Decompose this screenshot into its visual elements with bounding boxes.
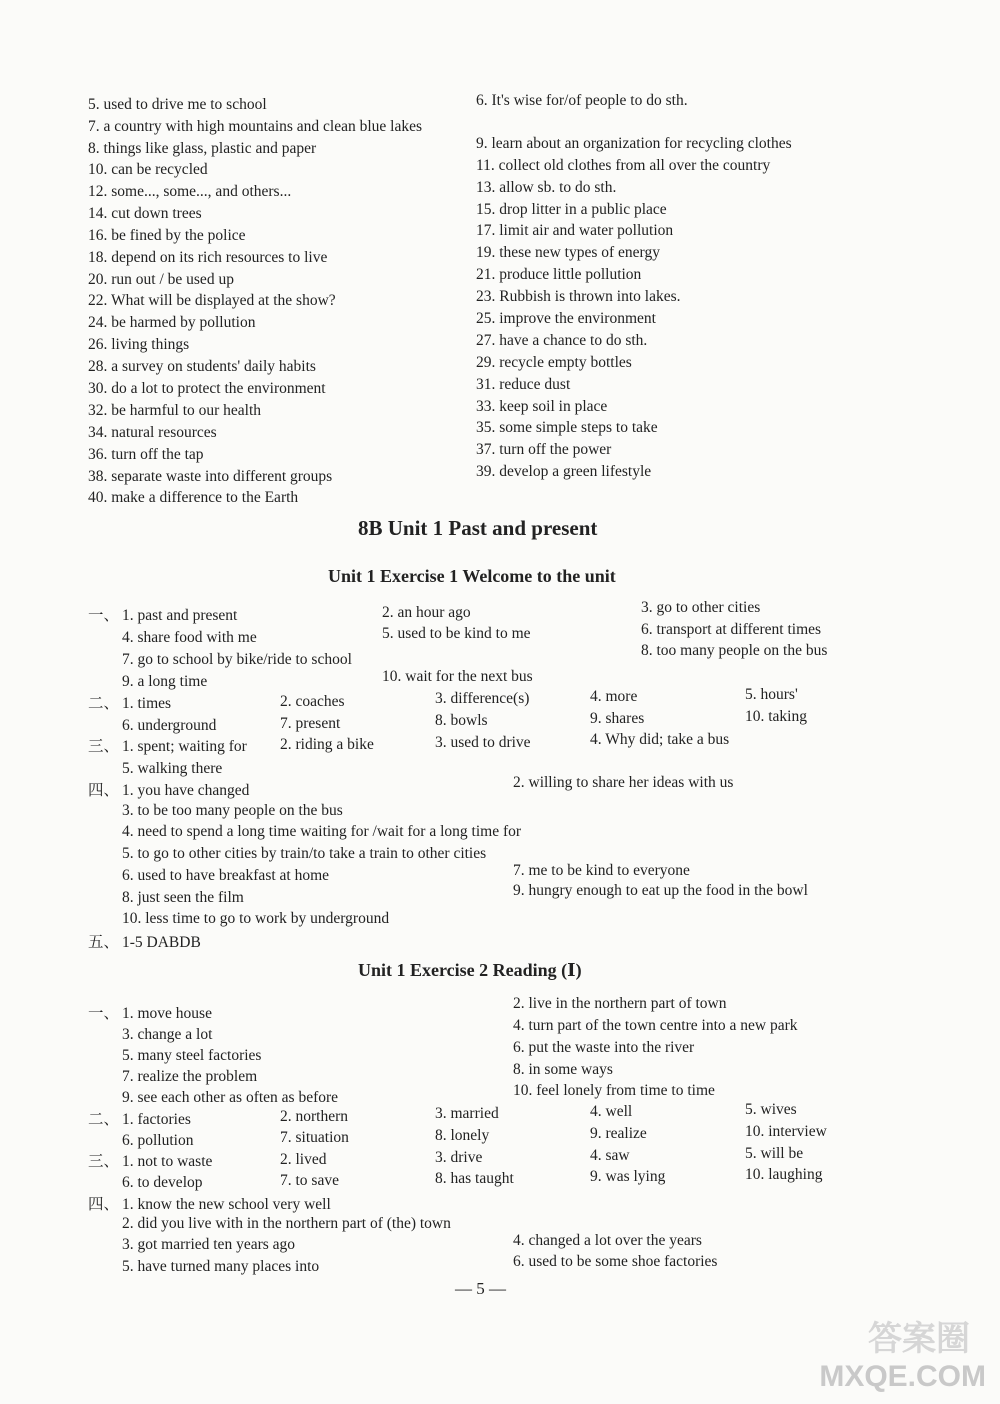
list-item: 10. can be recycled: [88, 161, 208, 178]
answer: 3. drive: [435, 1149, 483, 1166]
watermark-logo: 答案圈: [868, 1319, 970, 1359]
answer: 5. walking there: [122, 760, 223, 777]
answer: 3. married: [435, 1105, 499, 1122]
answer: 1. know the new school very well: [122, 1196, 331, 1213]
answer: 1. factories: [122, 1111, 191, 1128]
list-item: 18. depend on its rich resources to live: [88, 249, 328, 266]
answer: 4. need to spend a long time waiting for /wait for a long time for: [122, 823, 522, 840]
answer: 6. used to be some shoe factories: [513, 1253, 718, 1270]
answer: 1. times: [122, 695, 172, 712]
list-item: 19. these new types of energy: [476, 244, 660, 261]
list-item: 25. improve the environment: [476, 310, 656, 327]
unit-title: 8B Unit 1 Past and present: [358, 516, 598, 540]
answer: 2. lived: [280, 1151, 327, 1168]
exercise-2-title: Unit 1 Exercise 2 Reading (Ⅰ): [358, 960, 582, 980]
answer: 6. transport at different times: [641, 621, 822, 638]
answer: 4. saw: [590, 1147, 630, 1164]
answer: 8. in some ways: [513, 1061, 613, 1078]
answer: 8. too many people on the bus: [641, 642, 828, 659]
answer: 3. to be too many people on the bus: [122, 802, 343, 819]
list-item: 12. some..., some..., and others...: [88, 183, 292, 200]
answer: 9. was lying: [590, 1168, 666, 1185]
answer: 1. move house: [122, 1005, 212, 1022]
list-item: 21. produce little pollution: [476, 266, 642, 283]
answer: 3. change a lot: [122, 1026, 213, 1043]
list-item: 30. do a lot to protect the environment: [88, 380, 326, 397]
list-item: 27. have a chance to do sth.: [476, 332, 648, 349]
list-item: 29. recycle empty bottles: [476, 354, 632, 371]
answer: 9. hungry enough to eat up the food in the bowl: [513, 882, 808, 899]
answer: 4. well: [590, 1103, 633, 1120]
answer: 1-5 DABDB: [122, 934, 201, 951]
list-item: 24. be harmed by pollution: [88, 314, 256, 331]
list-item: 37. turn off the power: [476, 441, 612, 458]
section-label: 二、: [88, 1111, 120, 1128]
answer: 5. used to be kind to me: [382, 625, 531, 642]
answer: 7. realize the problem: [122, 1068, 258, 1085]
list-item: 7. a country with high mountains and clean blue lakes: [88, 118, 423, 135]
list-item: 32. be harmful to our health: [88, 402, 262, 419]
list-item: 17. limit air and water pollution: [476, 222, 674, 239]
answer: 8. just seen the film: [122, 889, 244, 906]
list-item: 23. Rubbish is thrown into lakes.: [476, 288, 681, 305]
list-item: 28. a survey on students' daily habits: [88, 358, 316, 375]
answer: 3. got married ten years ago: [122, 1236, 296, 1253]
answer: 5. have turned many places into: [122, 1258, 320, 1275]
list-item: 15. drop litter in a public place: [476, 201, 667, 218]
answer: 10. feel lonely from time to time: [513, 1082, 715, 1099]
answer: 6. to develop: [122, 1174, 203, 1191]
answer: 4. share food with me: [122, 629, 257, 646]
answer: 7. situation: [280, 1129, 349, 1146]
list-item: 20. run out / be used up: [88, 271, 234, 288]
answer: 2. northern: [280, 1108, 349, 1125]
answer: 2. did you live with in the northern part of (the) town: [122, 1215, 451, 1232]
answer: 1. past and present: [122, 607, 238, 624]
answer: 2. coaches: [280, 693, 345, 710]
answer: 4. Why did; take a bus: [590, 731, 730, 748]
answer: 6. used to have breakfast at home: [122, 867, 330, 884]
list-item: 33. keep soil in place: [476, 398, 608, 415]
answer: 1. not to waste: [122, 1153, 213, 1170]
list-item: 39. develop a green lifestyle: [476, 463, 652, 480]
answer: 9. shares: [590, 710, 645, 727]
watermark-text: MXQE.COM: [819, 1360, 986, 1393]
answer: 2. live in the northern part of town: [513, 995, 727, 1012]
answer: 5. hours': [745, 686, 798, 703]
list-item: 26. living things: [88, 336, 190, 353]
section-label: 四、: [88, 782, 120, 799]
answer: 3. go to other cities: [641, 599, 761, 616]
section-label: 三、: [88, 738, 120, 755]
list-item: 22. What will be displayed at the show?: [88, 292, 336, 309]
answer: 7. go to school by bike/ride to school: [122, 651, 352, 668]
answer: 5. to go to other cities by train/to take a train to other cities: [122, 845, 487, 862]
section-label: 五、: [88, 934, 120, 951]
answer: 10. laughing: [745, 1166, 823, 1183]
page-number: — 5 —: [455, 1279, 506, 1298]
answer: 9. a long time: [122, 673, 208, 690]
list-item: 31. reduce dust: [476, 376, 571, 393]
answer: 10. less time to go to work by underground: [122, 910, 390, 927]
answer: 10. taking: [745, 708, 807, 725]
list-item: 5. used to drive me to school: [88, 96, 267, 113]
answer: 4. turn part of the town centre into a new park: [513, 1017, 798, 1034]
section-label: 一、: [88, 607, 120, 624]
list-item: 36. turn off the tap: [88, 446, 204, 463]
answer: 9. see each other as often as before: [122, 1089, 339, 1106]
list-item: 6. It's wise for/of people to do sth.: [476, 92, 688, 109]
answer: 7. to save: [280, 1172, 339, 1189]
list-item: 11. collect old clothes from all over the country: [476, 157, 771, 174]
answer: 3. difference(s): [435, 690, 530, 707]
list-item: 9. learn about an organization for recycling clothes: [476, 135, 792, 152]
answer: 2. an hour ago: [382, 604, 471, 621]
list-item: 16. be fined by the police: [88, 227, 246, 244]
answer: 10. interview: [745, 1123, 827, 1140]
list-item: 14. cut down trees: [88, 205, 202, 222]
answer: 8. lonely: [435, 1127, 490, 1144]
exercise-1-title: Unit 1 Exercise 1 Welcome to the unit: [328, 566, 616, 586]
section-label: 三、: [88, 1153, 120, 1170]
answer: 4. changed a lot over the years: [513, 1232, 702, 1249]
list-item: 34. natural resources: [88, 424, 217, 441]
answer: 2. riding a bike: [280, 736, 374, 753]
answer: 7. me to be kind to everyone: [513, 862, 690, 879]
answer: 3. used to drive: [435, 734, 531, 751]
answer: 1. spent; waiting for: [122, 738, 247, 755]
answer: 8. bowls: [435, 712, 488, 729]
answer: 1. you have changed: [122, 782, 250, 799]
list-item: 35. some simple steps to take: [476, 419, 658, 436]
list-item: 8. things like glass, plastic and paper: [88, 140, 317, 157]
answer: 9. realize: [590, 1125, 647, 1142]
answer: 6. underground: [122, 717, 217, 734]
answer: 5. will be: [745, 1145, 804, 1162]
answer: 6. put the waste into the river: [513, 1039, 695, 1056]
answer: 2. willing to share her ideas with us: [513, 774, 734, 791]
answer: 5. wives: [745, 1101, 797, 1118]
list-item: 13. allow sb. to do sth.: [476, 179, 617, 196]
section-label: 二、: [88, 695, 120, 712]
answer: 8. has taught: [435, 1170, 514, 1187]
section-label: 四、: [88, 1196, 120, 1213]
section-label: 一、: [88, 1005, 120, 1022]
answer: 10. wait for the next bus: [382, 668, 533, 685]
list-item: 38. separate waste into different groups: [88, 468, 333, 485]
answer: 4. more: [590, 688, 638, 705]
answer: 7. present: [280, 715, 341, 732]
list-item: 40. make a difference to the Earth: [88, 489, 299, 506]
answer: 5. many steel factories: [122, 1047, 262, 1064]
answer: 6. pollution: [122, 1132, 194, 1149]
